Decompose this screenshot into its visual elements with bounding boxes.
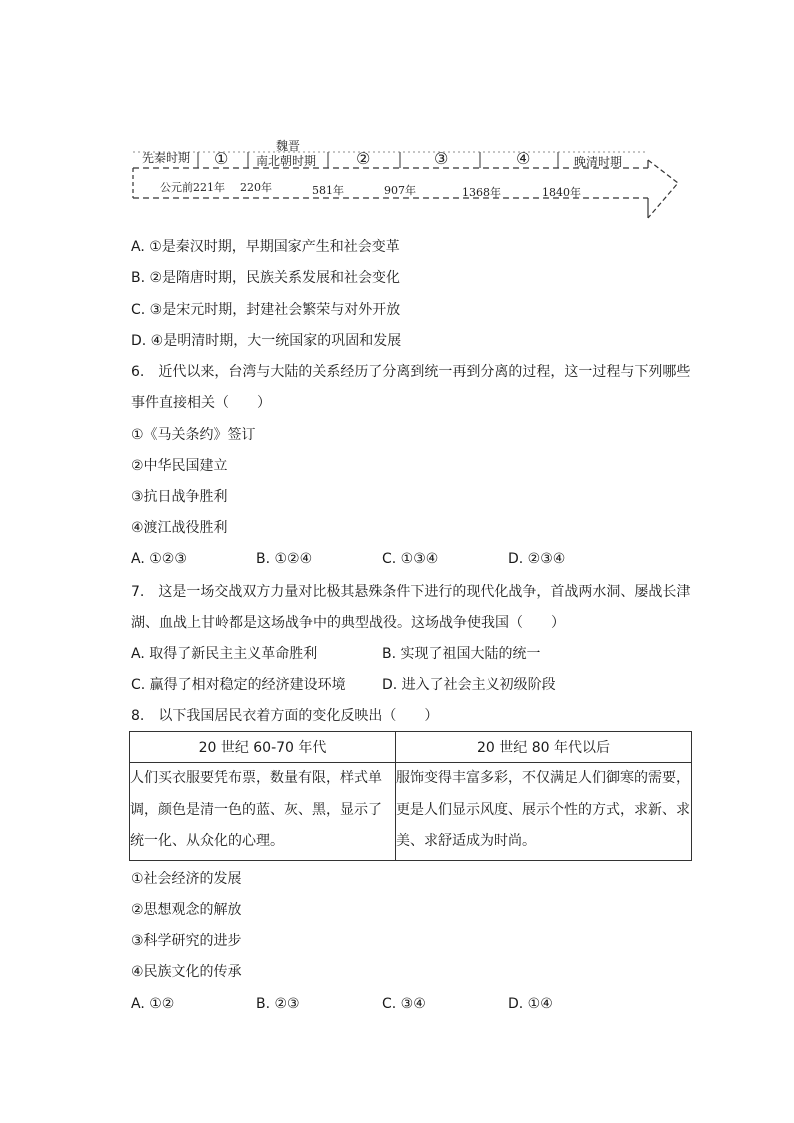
table-header: 20 世纪 80 年代以后 <box>396 732 692 763</box>
period-circle-2: ② <box>356 149 371 168</box>
period-nanbei: 南北朝时期 <box>256 154 317 168</box>
q5-option-d: D. ④是明清时期，大一统国家的巩固和发展 <box>131 333 402 349</box>
q6-item: ④渡江战役胜利 <box>131 520 228 536</box>
q8-item: ②思想观念的解放 <box>131 902 242 918</box>
q6-item: ①《马关条约》签订 <box>131 427 256 443</box>
period-pre-qin: 先秦时期 <box>142 151 191 165</box>
q8-option-b: B. ②③ <box>256 996 300 1012</box>
table-header: 20 世纪 60-70 年代 <box>130 732 396 763</box>
timeline-figure <box>128 138 684 226</box>
q8-item: ④民族文化的传承 <box>131 964 242 980</box>
q7-option-b: B. 实现了祖国大陆的统一 <box>382 646 541 662</box>
q6-option-a: A. ①②③ <box>131 551 187 567</box>
q6-item: ②中华民国建立 <box>131 458 228 474</box>
q5-option-c: C. ③是宋元时期，封建社会繁荣与对外开放 <box>131 302 401 318</box>
year-label: 907年 <box>384 184 416 197</box>
year-label: 220年 <box>240 181 272 194</box>
table-cell: 人们买衣服要凭布票，数量有限，样式单调，颜色是清一色的蓝、灰、黑，显示了统一化、从众化的心理。 <box>130 763 396 861</box>
q6-item: ③抗日战争胜利 <box>131 489 228 505</box>
period-circle-3: ③ <box>434 149 449 168</box>
q8-stem: 8. 以下我国居民衣着方面的变化反映出（ ） <box>131 708 439 724</box>
table-cell: 服饰变得丰富多彩，不仅满足人们御寒的需要，更是人们显示风度、展示个性的方式，求新、求美、求舒适成为时尚。 <box>396 763 692 861</box>
q6-option-b: B. ①②④ <box>256 551 313 567</box>
q5-option-a: A. ①是秦汉时期，早期国家产生和社会变革 <box>131 239 400 255</box>
period-circle-1: ① <box>214 149 229 168</box>
year-label: 1840年 <box>542 186 581 199</box>
q8-item: ①社会经济的发展 <box>131 871 242 887</box>
q7-option-a: A. 取得了新民主主义革命胜利 <box>131 646 318 662</box>
q6-option-c: C. ①③④ <box>382 551 439 567</box>
q8-option-c: C. ③④ <box>382 996 426 1012</box>
period-weijin: 魏晋 <box>276 139 301 153</box>
q7-option-d: D. 进入了社会主义初级阶段 <box>382 677 556 693</box>
q8-comparison-table <box>129 731 692 861</box>
year-label: 581年 <box>312 184 344 197</box>
q6-stem: 6. 近代以来，台湾与大陆的关系经历了分离到统一再到分离的过程，这一过程与下列哪些事件直接相关（ ） <box>131 364 691 411</box>
year-label: 公元前221年 <box>160 181 225 194</box>
period-late-qing: 晚清时期 <box>574 155 623 169</box>
q8-item: ③科学研究的进步 <box>131 933 242 949</box>
year-label: 1368年 <box>462 186 501 199</box>
q7-stem: 7. 这是一场交战双方力量对比极其悬殊条件下进行的现代化战争，首战两水洞、屡战长津湖、血战上甘岭都是这场战争中的典型战役。这场战争使我国（ ） <box>131 584 691 631</box>
q7-option-c: C. 赢得了相对稳定的经济建设环境 <box>131 677 346 693</box>
period-circle-4: ④ <box>516 149 531 168</box>
q5-option-b: B. ②是隋唐时期，民族关系发展和社会变化 <box>131 270 401 286</box>
q6-option-d: D. ②③④ <box>508 551 566 567</box>
q8-option-a: A. ①② <box>131 996 175 1012</box>
q8-option-d: D. ①④ <box>508 996 553 1012</box>
